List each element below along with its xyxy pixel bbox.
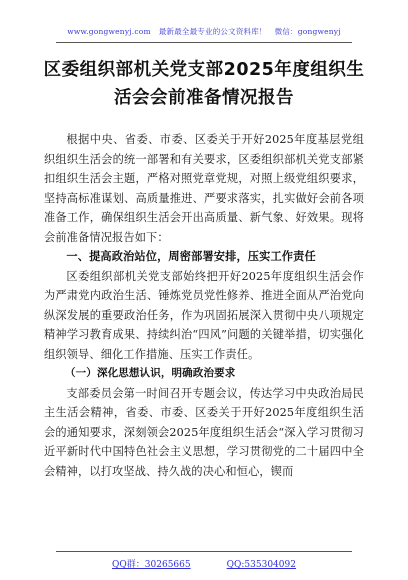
- header-website-link[interactable]: www.gongwenyj.com: [67, 27, 151, 36]
- footer-qq: QQ:535304092: [226, 560, 296, 570]
- footer-qq-group: QQ群：30265665: [112, 560, 191, 570]
- subsection-heading-1: （一）深化思想认识，明确政治要求: [65, 367, 236, 379]
- header-line: [0, 26, 408, 37]
- subsection-1-paragraph: 支部委员会第一时间召开专题会议，传达学习中央政治局民主生活会精神，省委、市委、区委关于开好2025年度组织生活会的通知要求，深刻领会2025年度组织生活会“深入学习贯彻习近平新时代中国特色社会主义思想，学习贯彻党的二十届四中全会精神，以打攻坚战、持久战的决心和恒心，锲而: [44, 386, 364, 478]
- footer-divider: [56, 551, 352, 552]
- intro-paragraph: 根据中央、省委、市委、区委关于开好2025年度基层党组织组织生活会的统一部署和有关要求，区委组织部机关党支部紧扣组织生活会主题，严格对照党章党规，对照上级党组织要求，坚持高标准谋划、高质量推进、严要求落实，扎实做好会前各项准备工作，确保组织生活会开出高质量、新气象、好效果。现将会前准备情况报告如下：: [44, 133, 364, 244]
- document-body: [44, 130, 364, 481]
- document-title: 区委组织部机关党支部2025年度组织生活会会前准备情况报告: [43, 60, 365, 108]
- section-heading-1: 一、提高政治站位，周密部署安排，压实工作责任: [66, 250, 316, 263]
- footer: [0, 557, 408, 570]
- section-1-paragraph: 区委组织部机关党支部始终把开好2025年度组织生活会作为严肃党内政治生活、锤炼党员党性修养、推进全面从严治党向纵深发展的重要政治任务，作为巩固拓展深入贯彻中央八项规定精神学习教育成果、持续纠治“四风”问题的关键举措，切实强化组织领导、细化工作措施、压实工作责任。: [44, 269, 364, 361]
- header-slogan: 最新最全最专业的公文资料库！: [158, 27, 267, 36]
- header-wechat: 微信：gongwenyj: [274, 27, 341, 36]
- header-divider: [56, 42, 352, 43]
